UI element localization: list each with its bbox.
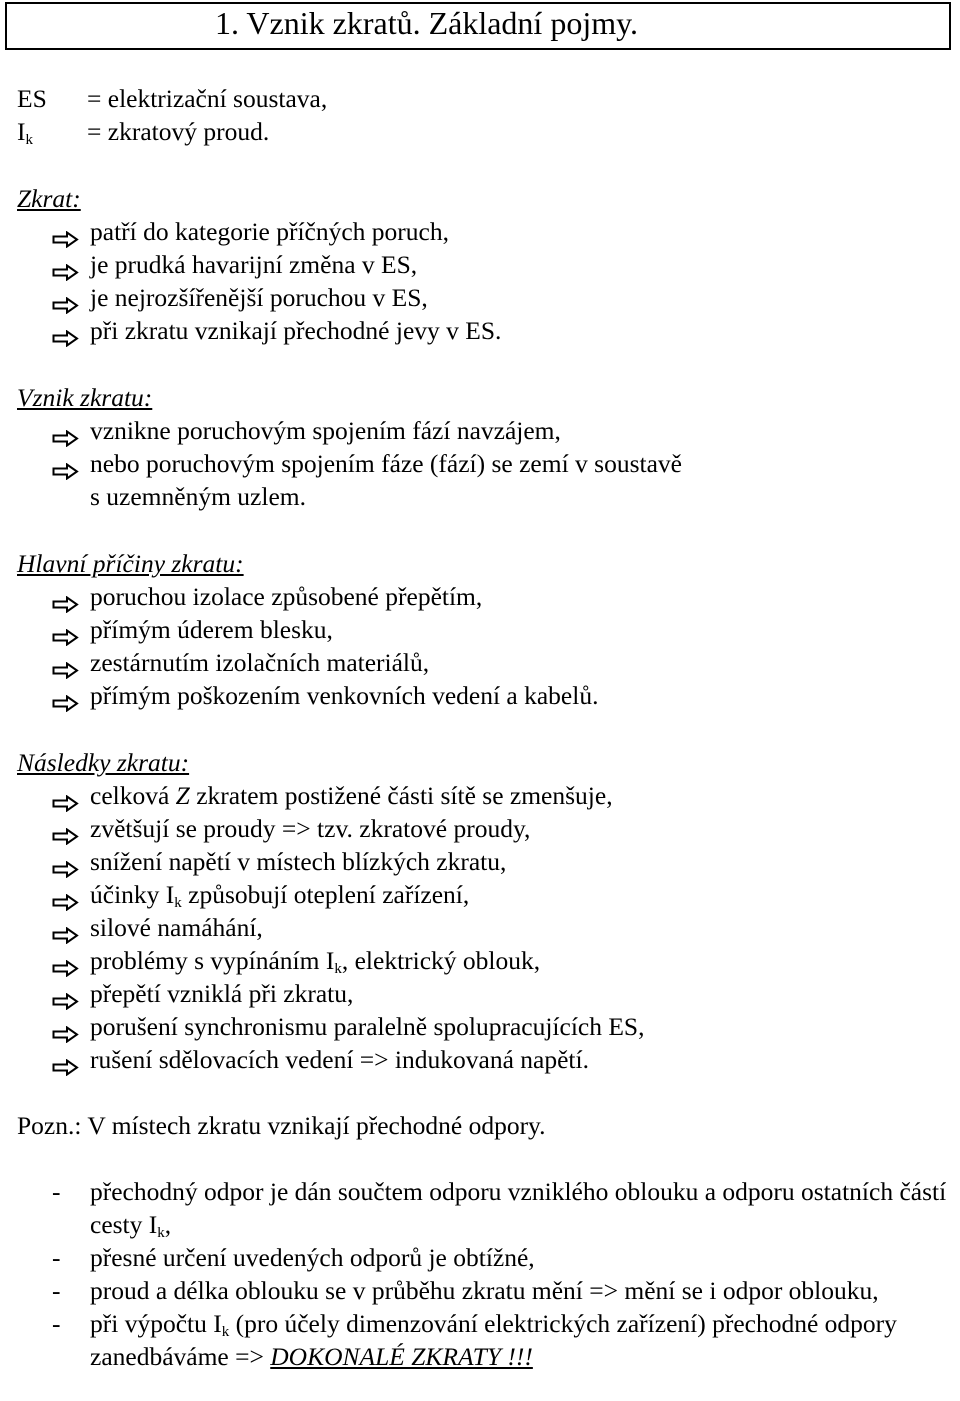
dash-marker: -: [52, 1309, 61, 1338]
hollow-right-arrow-icon: [52, 687, 79, 704]
dash-item: - přesné určení uvedených odporů je obtížné,: [52, 1243, 535, 1272]
section-heading: Následky zkratu:: [17, 748, 190, 777]
list-item: [17, 281, 952, 314]
document-content: [17, 82, 952, 1373]
abbreviation-definition: = elektrizační soustava,: [87, 84, 328, 113]
list-item: [17, 613, 952, 646]
emphasis-text: DOKONALÉ ZKRATY !!!: [270, 1342, 533, 1371]
bullet-list: [17, 414, 952, 513]
dash-item: - přechodný odpor je dán součtem odporu vzniklého oblouku a odporu ostatních částí cesty $I_k$,: [52, 1177, 947, 1241]
list-item-line: přímým úderem blesku,: [90, 615, 333, 644]
bullet-list: [17, 580, 952, 712]
section-heading: Zkrat:: [17, 184, 81, 213]
dash-marker: -: [52, 1276, 61, 1305]
list-item-line: poruchou izolace způsobené přepětím,: [90, 582, 483, 611]
bullet-list: [17, 779, 952, 1076]
abbreviation-definition: = zkratový proud.: [87, 117, 270, 146]
list-item: [17, 679, 952, 712]
list-item-line: přímým poškozením venkovních vedení a kabelů.: [90, 681, 599, 710]
dash-item: - proud a délka oblouku se v průběhu zkratu mění => mění se i odpor oblouku,: [52, 1276, 879, 1305]
abbreviation-term: ES: [17, 84, 47, 113]
hollow-right-arrow-icon: [52, 588, 79, 605]
hollow-right-arrow-icon: [52, 919, 79, 936]
list-item: [17, 215, 952, 248]
hollow-right-arrow-icon: [52, 820, 79, 837]
list-item: [17, 646, 952, 679]
section-zkrat: [17, 182, 952, 347]
abbreviation-ik: [17, 115, 952, 148]
abbreviation-term: $I_k$: [17, 117, 33, 148]
list-item-line: nebo poruchovým spojením fáze (fází) se zemí v soustavě: [90, 449, 682, 478]
list-item: silové namáhání,: [17, 911, 952, 944]
section-hlavni-priciny: [17, 547, 952, 712]
list-item: porušení synchronismu paralelně spolupracujících ES,: [17, 1010, 952, 1043]
list-item: účinky $I_k$ způsobují oteplení zařízení,: [17, 878, 952, 911]
dash-list: [17, 1175, 952, 1373]
list-item: problémy s vypínáním $I_k$, elektrický oblouk,: [17, 944, 952, 977]
list-item-line: s uzemněným uzlem.: [90, 482, 306, 511]
section-vznik-zkratu: [17, 381, 952, 513]
dash-item: - při výpočtu $I_k$ (pro účely dimenzování elektrických zařízení) přechodné odpory zanedbáváme => DOKONALÉ ZKRATY !!!: [52, 1309, 897, 1371]
hollow-right-arrow-icon: [52, 256, 79, 273]
hollow-right-arrow-icon: [52, 787, 79, 804]
dash-marker: -: [52, 1177, 61, 1206]
list-item: [17, 314, 952, 347]
list-item: [17, 447, 952, 513]
list-item-line: patří do kategorie příčných poruch,: [90, 217, 449, 246]
hollow-right-arrow-icon: [52, 886, 79, 903]
list-item-line: je prudká havarijní změna v ES,: [90, 250, 418, 279]
hollow-right-arrow-icon: [52, 1018, 79, 1035]
hollow-right-arrow-icon: [52, 1051, 79, 1068]
hollow-right-arrow-icon: [52, 985, 79, 1002]
hollow-right-arrow-icon: [52, 952, 79, 969]
hollow-right-arrow-icon: [52, 289, 79, 306]
list-item: celková Z zkratem postižené části sítě se zmenšuje,: [17, 779, 952, 812]
dash-marker: -: [52, 1243, 61, 1272]
bullet-list: [17, 215, 952, 347]
section-nasledky: [17, 746, 952, 1076]
list-item: [17, 414, 952, 447]
abbreviation-es: [17, 82, 952, 115]
hollow-right-arrow-icon: [52, 654, 79, 671]
section-heading: Hlavní příčiny zkratu:: [17, 549, 244, 578]
list-item-line: zestárnutím izolačních materiálů,: [90, 648, 430, 677]
list-item: rušení sdělovacích vedení => indukovaná napětí.: [17, 1043, 952, 1076]
hollow-right-arrow-icon: [52, 223, 79, 240]
hollow-right-arrow-icon: [52, 422, 79, 439]
list-item: přepětí vzniklá při zkratu,: [17, 977, 952, 1010]
section-heading: Vznik zkratu:: [17, 383, 153, 412]
list-item-line: při zkratu vznikají přechodné jevy v ES.: [90, 316, 502, 345]
hollow-right-arrow-icon: [52, 621, 79, 638]
list-item-line: je nejrozšířenější poruchou v ES,: [90, 283, 428, 312]
note: Pozn.: V místech zkratu vznikají přechodné odpory.: [17, 1111, 546, 1140]
hollow-right-arrow-icon: [52, 322, 79, 339]
page-title: 1. Vznik zkratů. Základní pojmy.: [215, 5, 639, 41]
list-item: [17, 580, 952, 613]
list-item: [17, 248, 952, 281]
hollow-right-arrow-icon: [52, 455, 79, 472]
hollow-right-arrow-icon: [52, 853, 79, 870]
list-item: zvětšují se proudy => tzv. zkratové proudy,: [17, 812, 952, 845]
list-item-line: vznikne poruchovým spojením fází navzájem,: [90, 416, 561, 445]
list-item: snížení napětí v místech blízkých zkratu,: [17, 845, 952, 878]
